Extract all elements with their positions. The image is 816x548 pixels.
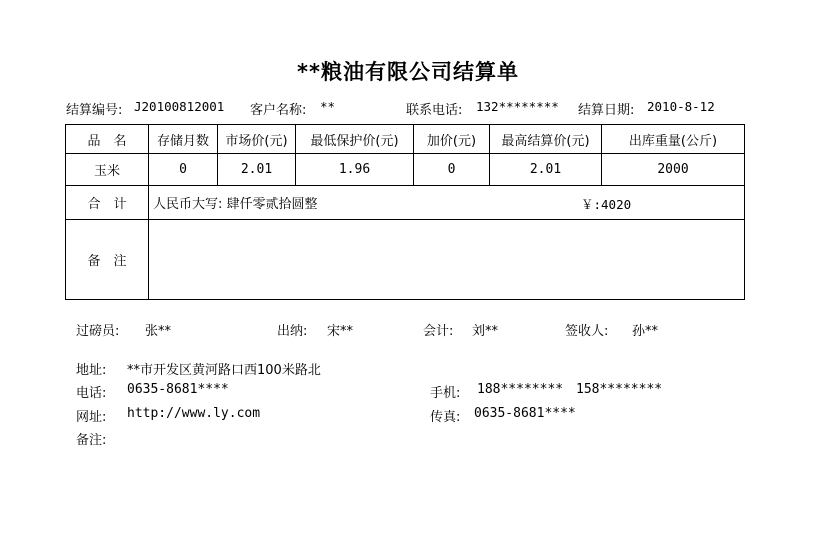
fax-value: 0635-8681**** (474, 406, 576, 421)
fax-label: 传真: (430, 410, 461, 425)
remark-cell (149, 220, 745, 300)
header-markup: 加价(元) (414, 125, 490, 154)
web-label: 网址: (76, 410, 107, 425)
table-header-row (66, 125, 745, 154)
customer-label: 客户名称: (250, 103, 307, 118)
date-value: 2010-8-12 (647, 99, 715, 114)
header-out-weight: 出库重量(公斤) (602, 125, 745, 154)
header-product: 品 名 (66, 125, 149, 154)
weigher-label: 过磅员: (76, 324, 120, 339)
accountant-value: 刘** (472, 324, 499, 339)
cell-markup: 0 (414, 154, 490, 186)
cell-market-price: 2.01 (218, 154, 296, 186)
total-amount: ￥:4020 (581, 197, 632, 212)
date-label: 结算日期: (578, 103, 635, 118)
header-max-settle-price: 最高结算价(元) (490, 125, 602, 154)
mobile-value-2: 158******** (576, 382, 663, 397)
tel-label: 电话: (76, 386, 107, 401)
total-label: 合 计 (66, 186, 149, 220)
document-title: **粮油有限公司结算单 (297, 60, 519, 84)
footer-note-label: 备注: (76, 433, 107, 448)
header-market-price: 市场价(元) (218, 125, 296, 154)
tel-value: 0635-8681**** (127, 382, 229, 397)
table-row (66, 154, 745, 186)
weigher-value: 张** (145, 324, 172, 339)
phone-value: 132******** (476, 99, 559, 114)
receiver-label: 签收人: (565, 324, 609, 339)
total-row (66, 186, 745, 220)
cell-out-weight: 2000 (602, 154, 745, 186)
receiver-value: 孙** (632, 324, 659, 339)
header-min-protect-price: 最低保护价(元) (296, 125, 414, 154)
web-link[interactable]: http://www.ly.com (127, 406, 261, 421)
phone-label: 联系电话: (406, 103, 463, 118)
mobile-value-1: 188******** (477, 382, 564, 397)
total-cell (149, 186, 745, 220)
remark-row (66, 220, 745, 300)
total-words: 人民币大写: 肆仟零贰拾圆整 (153, 197, 318, 212)
cell-max-settle-price: 2.01 (490, 154, 602, 186)
mobile-label: 手机: (430, 386, 461, 401)
header-storage-months: 存储月数 (149, 125, 218, 154)
cashier-value: 宋** (327, 324, 354, 339)
address-value: **市开发区黄河路口西100米路北 (127, 363, 321, 378)
cell-min-protect-price: 1.96 (296, 154, 414, 186)
settle-no-label: 结算编号: (66, 103, 123, 118)
cashier-label: 出纳: (277, 324, 308, 339)
remark-label: 备 注 (66, 220, 149, 300)
accountant-label: 会计: (423, 324, 454, 339)
cell-storage-months: 0 (149, 154, 218, 186)
customer-value: ** (320, 99, 336, 114)
settlement-table (65, 124, 745, 300)
settle-no-value: J20100812001 (134, 99, 225, 114)
address-label: 地址: (76, 363, 107, 378)
cell-product: 玉米 (66, 154, 149, 186)
